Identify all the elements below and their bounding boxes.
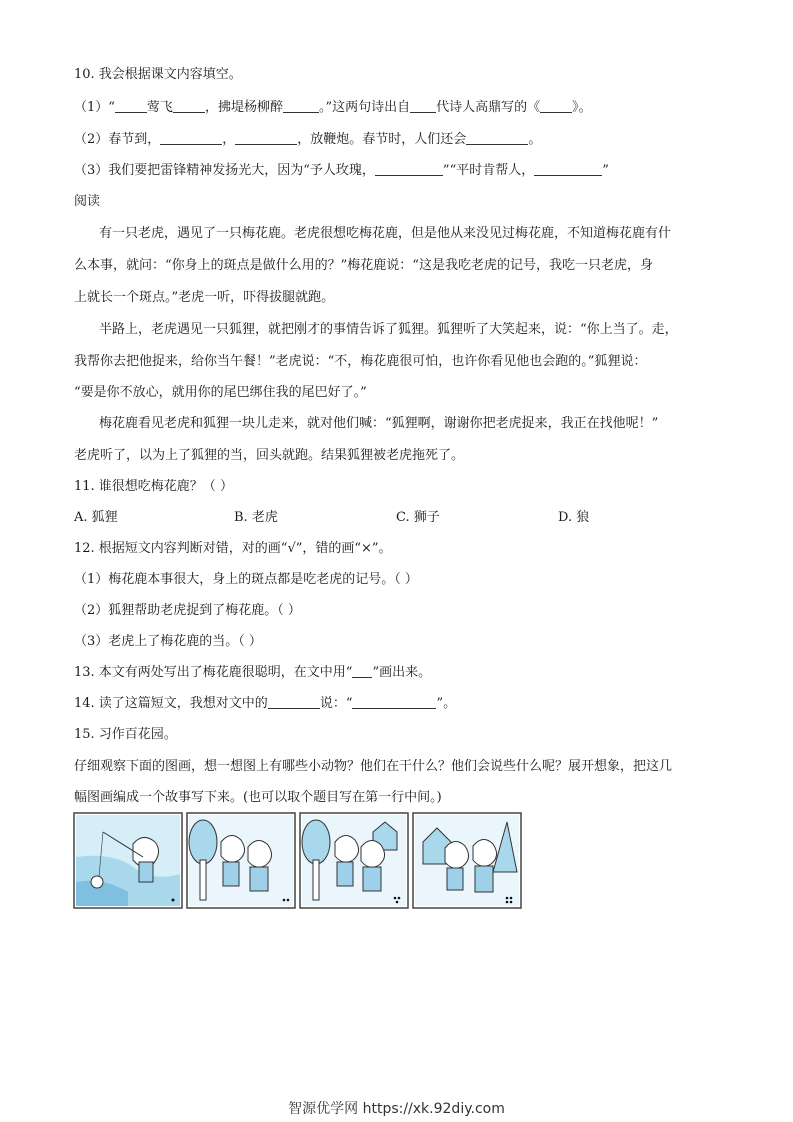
picture-panel-2 — [187, 813, 295, 908]
blank[interactable] — [352, 696, 436, 709]
q15-title: 15. 习作百花园。 — [74, 727, 177, 742]
blank[interactable] — [235, 132, 297, 145]
reading-label: 阅读 — [74, 194, 101, 209]
blank[interactable] — [534, 163, 602, 176]
q12-item-1: （1）梅花鹿本事很大，身上的斑点都是吃老虎的记号。（ ） — [74, 572, 418, 587]
blank[interactable] — [173, 100, 205, 113]
picture-story-strip — [73, 812, 522, 909]
passage-line: 上就长一个斑点。”老虎一听，吓得拔腿就跑。 — [74, 290, 335, 305]
passage-line: 有一只老虎，遇见了一只梅花鹿。老虎很想吃梅花鹿，但是他从来没见过梅花鹿，不知道梅花鹿有什 — [99, 226, 672, 241]
blank[interactable] — [283, 100, 319, 113]
footer-watermark: 智源优学网 https://xk.92diy.com — [288, 1101, 505, 1117]
blank[interactable] — [352, 665, 372, 678]
picture-panel-1 — [74, 813, 182, 908]
picture-panel-4 — [413, 813, 521, 908]
passage-line: 梅花鹿看见老虎和狐狸一块儿走来，就对他们喊：“狐狸啊，谢谢你把老虎捉来，我正在找他呢！” — [99, 416, 659, 431]
option-c[interactable]: C. 狮子 — [396, 510, 440, 525]
q15-desc: 幅图画编成一个故事写下来。(也可以取个题目写在第一行中间。) — [74, 790, 442, 805]
passage-line: 半路上，老虎遇见一只狐狸，就把刚才的事情告诉了狐狸。狐狸听了大笑起来，说：“你上当了。走， — [99, 322, 678, 337]
q10-item-2: （2）春节到， ， ，放鞭炮。春节时，人们还会 。 — [74, 132, 542, 147]
q15-desc: 仔细观察下面的图画，想一想图上有哪些小动物？他们在干什么？他们会说些什么呢？展开想象，把这几 — [74, 759, 673, 774]
passage-line: 么本事，就问：“你身上的斑点是做什么用的？”梅花鹿说：“这是我吃老虎的记号，我吃一只老虎，身 — [74, 258, 653, 273]
passage-line: 我帮你去把他捉来，给你当午餐！”老虎说：“不，梅花鹿很可怕，也许你看见他也会跑的。”狐狸说： — [74, 354, 647, 369]
option-a[interactable]: A. 狐狸 — [74, 510, 118, 525]
passage-line: “要是你不放心，就用你的尾巴绑住我的尾巴好了。” — [74, 385, 367, 400]
q14: 14. 读了这篇短文，我想对文中的 说：“ ”。 — [74, 696, 457, 711]
q10-item-1: （1）“ 莺飞 ，拂堤杨柳醉 。”这两句诗出自 代诗人高鼎写的《 》。 — [74, 100, 592, 115]
blank[interactable] — [160, 132, 222, 145]
blank[interactable] — [268, 696, 320, 709]
q12-item-3: （3）老虎上了梅花鹿的当。（ ） — [74, 634, 262, 649]
option-b[interactable]: B. 老虎 — [234, 510, 278, 525]
option-d[interactable]: D. 狼 — [558, 510, 590, 525]
q13: 13. 本文有两处写出了梅花鹿很聪明，在文中用“ ”画出来。 — [74, 665, 432, 680]
q10-title: 10. 我会根据课文内容填空。 — [74, 67, 242, 82]
q10-item-3: （3）我们要把雷锋精神发扬光大，因为“予人玫瑰， ”“平时肯帮人， ” — [74, 163, 609, 178]
blank[interactable] — [375, 163, 443, 176]
q11-title: 11. 谁很想吃梅花鹿？（ ） — [74, 479, 233, 494]
picture-panel-3 — [300, 813, 408, 908]
blank[interactable] — [540, 100, 572, 113]
q12-item-2: （2）狐狸帮助老虎捉到了梅花鹿。（ ） — [74, 603, 301, 618]
passage-line: 老虎听了，以为上了狐狸的当，回头就跑。结果狐狸被老虎拖死了。 — [74, 448, 465, 463]
blank[interactable] — [466, 132, 528, 145]
blank[interactable] — [115, 100, 147, 113]
q12-title: 12. 根据短文内容判断对错，对的画“√”，错的画“×”。 — [74, 541, 392, 556]
blank[interactable] — [410, 100, 436, 113]
